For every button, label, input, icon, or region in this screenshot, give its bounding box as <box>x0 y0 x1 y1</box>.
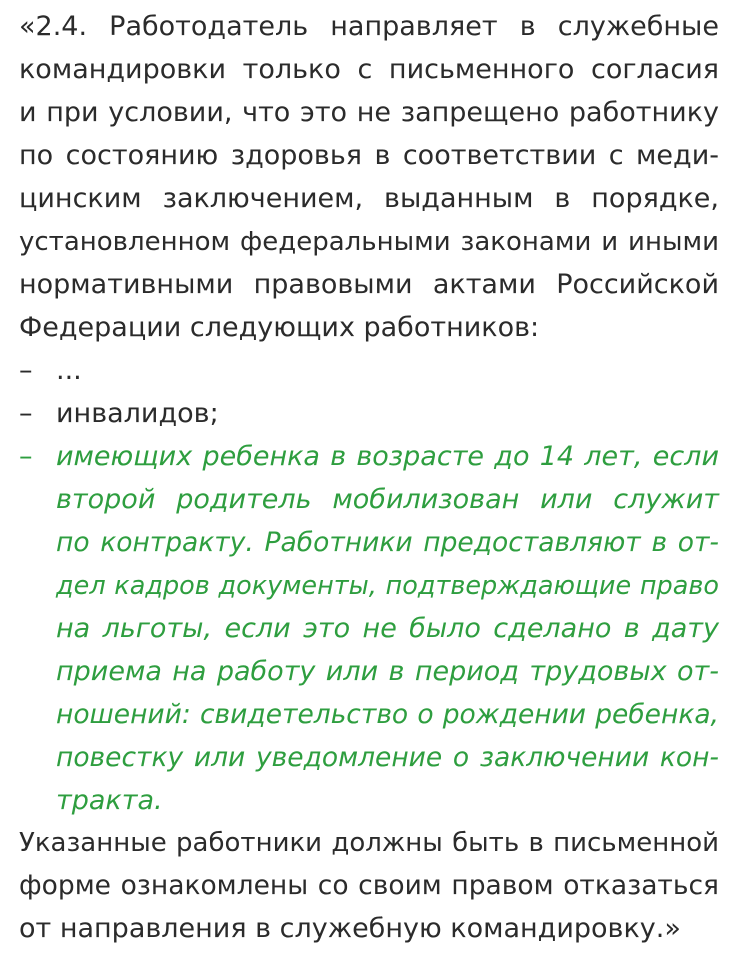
highlighted-line: имеющих ребенка в возрасте до 14 лет, если <box>56 441 719 472</box>
closing-line: от направления в служебную командировку.» <box>19 913 681 944</box>
highlighted-line: дел кадров документы, подтверждающие право <box>56 571 719 601</box>
closing-line: Указанные работники должны быть в письменной <box>19 828 719 858</box>
clause-line: цинским заключением, выданным в порядке, <box>19 183 719 214</box>
highlighted-line: второй родитель мобилизован или служит <box>56 484 719 515</box>
clause-line: Федерации следующих работников: <box>19 312 540 343</box>
clause-line: «2.4. Работодатель направляет в служебные <box>19 11 719 42</box>
clause-line: и при условии, что это не запрещено работнику <box>19 97 719 128</box>
highlighted-line: повестку или уведомление о заключении кон- <box>56 742 719 773</box>
list-dash: – <box>19 355 33 386</box>
highlighted-line: ношений: свидетельство о рождении ребенка, <box>56 699 719 730</box>
list-item: ... <box>56 355 82 386</box>
list-dash-highlighted: – <box>19 441 33 472</box>
highlighted-line: по контракту. Работники предоставляют в от- <box>56 527 719 558</box>
clause-line: установленном федеральными законами и иными <box>19 227 719 257</box>
clause-line: нормативными правовыми актами Российской <box>19 269 719 300</box>
list-item: инвалидов; <box>56 398 219 429</box>
list-dash: – <box>19 398 33 429</box>
clause-line: командировки только с письменного согласия <box>19 54 719 85</box>
highlighted-line: приема на работу или в период трудовых от- <box>56 656 719 687</box>
highlighted-line: тракта. <box>56 785 163 816</box>
highlighted-line: на льготы, если это не было сделано в дату <box>56 613 719 644</box>
closing-line: форме ознакомлены со своим правом отказаться <box>19 870 719 901</box>
clause-line: по состоянию здоровья в соответствии с меди- <box>19 140 719 171</box>
